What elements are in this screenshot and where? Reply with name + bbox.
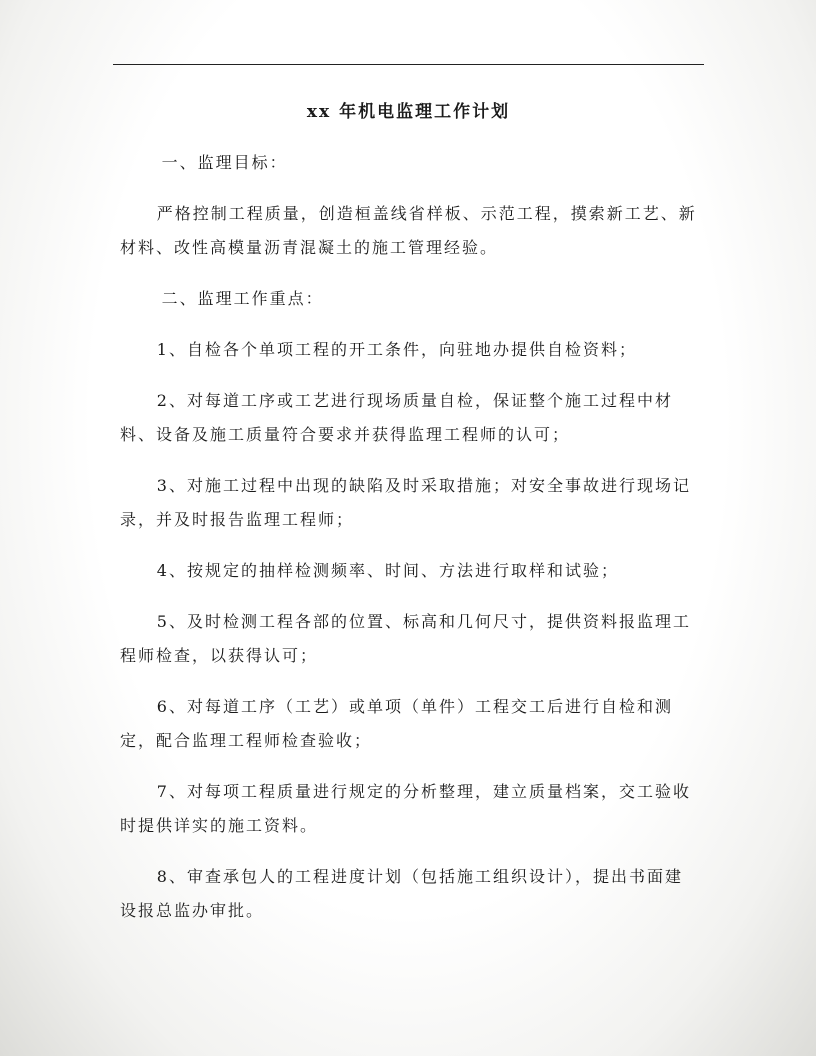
document-body [120, 146, 700, 945]
list-item-5: 5、及时检测工程各部的位置、标高和几何尺寸，提供资料报监理工程师检查，以获得认可； [120, 612, 691, 665]
section-heading-goal: 一、监理目标： [161, 153, 288, 172]
paragraph-goal: 严格控制工程质量，创造桓盖线省样板、示范工程，摸索新工艺、新材料、改性高模量沥青混凝土的施工管理经验。 [120, 204, 697, 257]
list-item-6: 6、对每道工序（工艺）或单项（单件）工程交工后进行自检和测定，配合监理工程师检查验收； [120, 697, 673, 750]
list-item-7: 7、对每项工程质量进行规定的分析整理，建立质量档案，交工验收时提供详实的施工资料。 [120, 782, 691, 835]
list-item-2: 2、对每道工序或工艺进行现场质量自检，保证整个施工过程中材料、设备及施工质量符合要求并获得监理工程师的认可； [120, 391, 673, 444]
list-item-8: 8、审查承包人的工程进度计划（包括施工组织设计），提出书面建设报总监办审批。 [120, 867, 683, 920]
document-title: xx 年机电监理工作计划 [306, 102, 511, 122]
section-heading-focus: 二、监理工作重点： [161, 289, 324, 308]
list-item-4: 4、按规定的抽样检测频率、时间、方法进行取样和试验； [156, 561, 619, 580]
list-item-1: 1、自检各个单项工程的开工条件，向驻地办提供自检资料； [156, 340, 637, 359]
list-item-3: 3、对施工过程中出现的缺陷及时采取措施；对安全事故进行现场记录，并及时报告监理工程师； [120, 476, 691, 529]
header-rule [113, 64, 704, 65]
